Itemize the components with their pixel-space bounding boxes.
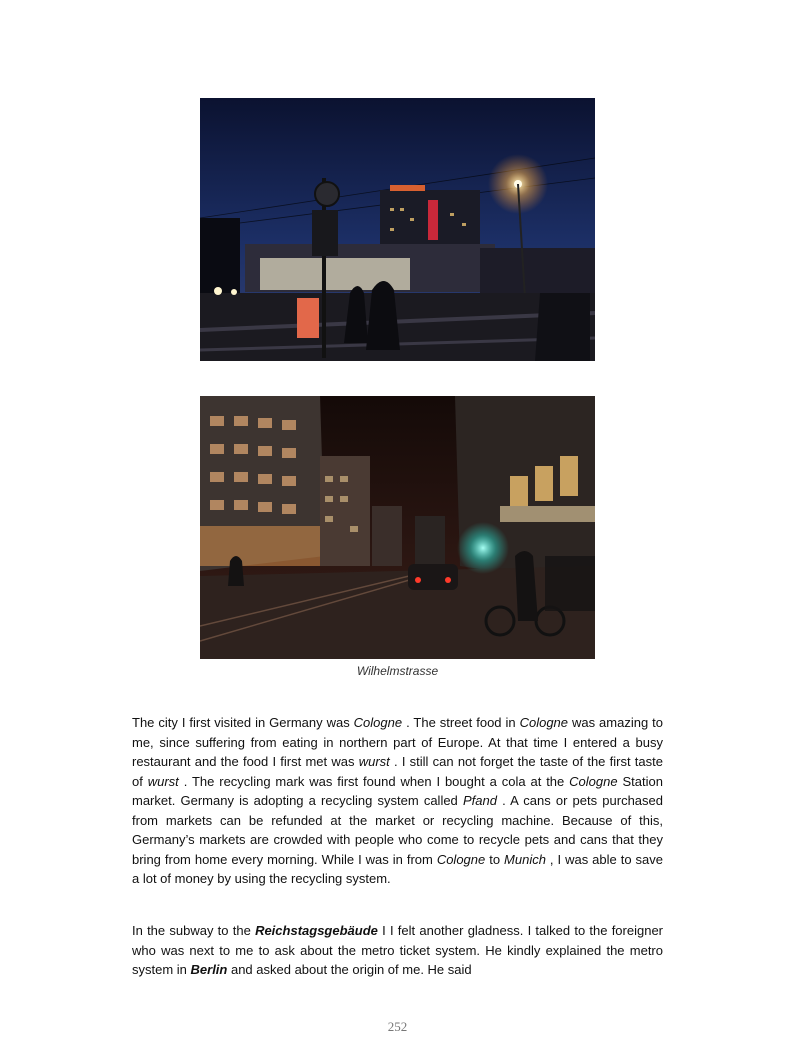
text-run: and asked about the origin of me. He said	[227, 962, 472, 977]
text-run: . A cans or pets purchased from markets can be refunded at the market or recycling machine. Because of this, Germany’s markets are crowded with people who come to recycle pets and cans that they bring from home every morning. While I was in from	[132, 793, 663, 867]
text-run: . I still can not forget the taste of the first taste of	[132, 754, 663, 789]
text-run: . The street food in	[402, 715, 520, 730]
emphasis-landmark: Reichstagsgebäude	[255, 923, 378, 938]
emphasis-place: Cologne	[519, 715, 569, 730]
page-number: 252	[387, 1019, 408, 1034]
text-run: was amazing to me, since suffering from eating in northern part of Europe. At that time I entered a busy restaurant and the food I first met was	[132, 715, 663, 769]
emphasis-place: Cologne	[436, 851, 486, 867]
emphasis-place: Cologne	[569, 773, 618, 789]
text-run: . The recycling mark was first found when I bought a cola at the	[178, 773, 570, 789]
emphasis-place: Cologne	[353, 715, 403, 730]
text-run: Station market. Germany is adopting a recycling system called	[132, 773, 663, 808]
emphasis-city: Berlin	[190, 962, 228, 977]
emphasis-term: wurst	[358, 754, 390, 769]
photo-caption: Wilhelmstrasse	[356, 664, 439, 678]
emphasis-term: wurst	[147, 773, 179, 789]
text-run: , I was able to save a lot of money by using the recycling system.	[132, 851, 663, 886]
emphasis-place: Munich	[504, 851, 546, 867]
text-run: to	[485, 851, 505, 867]
photo-intersection-night	[200, 98, 595, 361]
text-run: In the subway to the	[132, 923, 256, 938]
text-run: The city I first visited in Germany was	[132, 715, 354, 730]
text-run: I I felt another gladness. I talked to the foreigner who was next to me to ask about the metro ticket system. He kindly explained the metro system in	[132, 923, 664, 977]
paragraph-cologne	[132, 713, 663, 889]
emphasis-term: Pfand	[462, 793, 497, 808]
paragraph-subway	[132, 921, 663, 980]
photo-wilhelmstrasse-night	[200, 396, 595, 659]
